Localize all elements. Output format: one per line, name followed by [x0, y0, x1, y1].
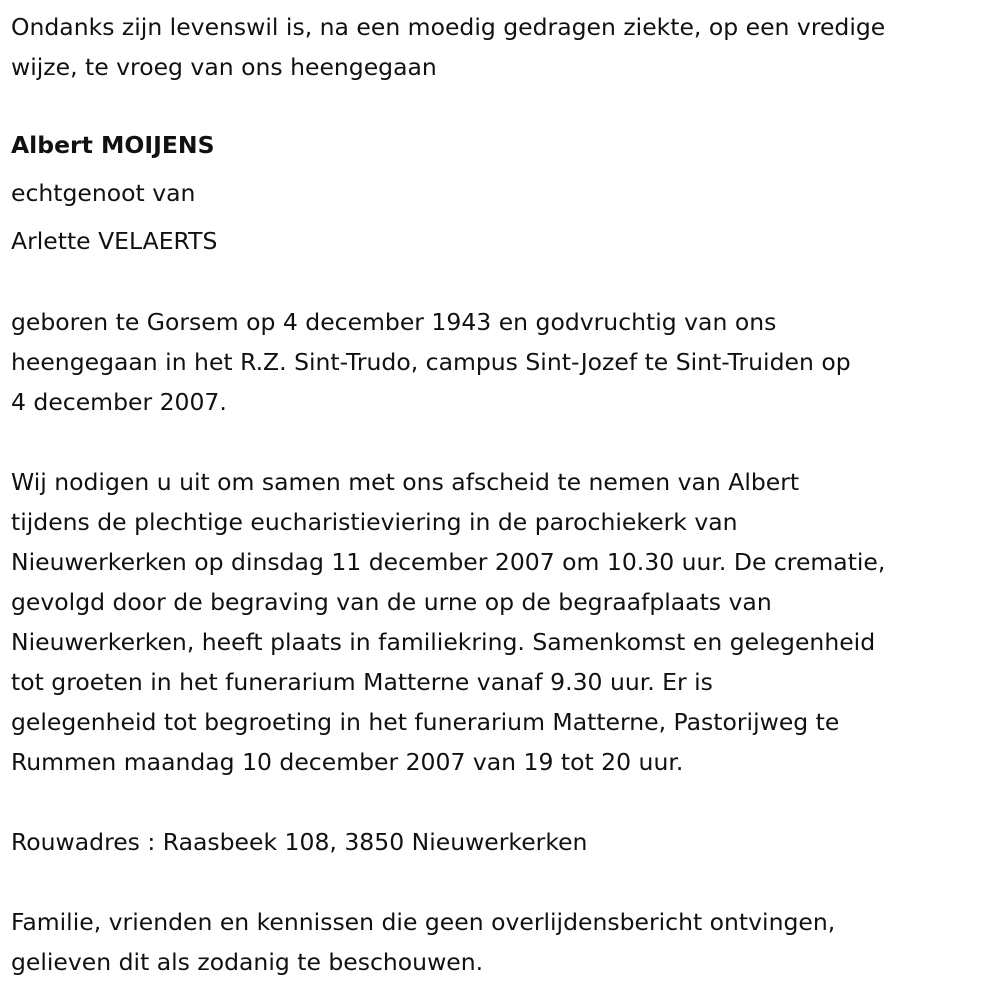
- invitation-line: tijdens de plechtige eucharistieviering in de parochiekerk van: [11, 508, 738, 536]
- closing-line: Familie, vrienden en kennissen die geen overlijdensbericht ontvingen,: [11, 908, 836, 936]
- birth-line: 4 december 2007.: [11, 388, 227, 416]
- intro-line: Ondanks zijn levenswil is, na een moedig gedragen ziekte, op een vredige: [11, 13, 886, 41]
- deceased-name: Albert MOIJENS: [11, 131, 215, 159]
- invitation-line: Nieuwerkerken op dinsdag 11 december 2007 om 10.30 uur. De crematie,: [11, 548, 886, 576]
- intro-line: wijze, te vroeg van ons heengegaan: [11, 53, 437, 81]
- closing-line: gelieven dit als zodanig te beschouwen.: [11, 948, 484, 976]
- birth-line: geboren te Gorsem op 4 december 1943 en godvruchtig van ons: [11, 308, 777, 336]
- invitation-line: Wij nodigen u uit om samen met ons afscheid te nemen van Albert: [11, 468, 800, 496]
- spouse-name: Arlette VELAERTS: [11, 227, 218, 255]
- mourning-address: Rouwadres : Raasbeek 108, 3850 Nieuwerkerken: [11, 828, 588, 856]
- birth-line: heengegaan in het R.Z. Sint-Trudo, campus Sint-Jozef te Sint-Truiden op: [11, 348, 851, 376]
- invitation-line: Rummen maandag 10 december 2007 van 19 tot 20 uur.: [11, 748, 684, 776]
- invitation-line: Nieuwerkerken, heeft plaats in familiekring. Samenkomst en gelegenheid: [11, 628, 876, 656]
- relation-text: echtgenoot van: [11, 179, 196, 207]
- invitation-line: gelegenheid tot begroeting in het funerarium Matterne, Pastorijweg te: [11, 708, 840, 736]
- invitation-line: gevolgd door de begraving van de urne op de begraafplaats van: [11, 588, 772, 616]
- invitation-line: tot groeten in het funerarium Matterne vanaf 9.30 uur. Er is: [11, 668, 713, 696]
